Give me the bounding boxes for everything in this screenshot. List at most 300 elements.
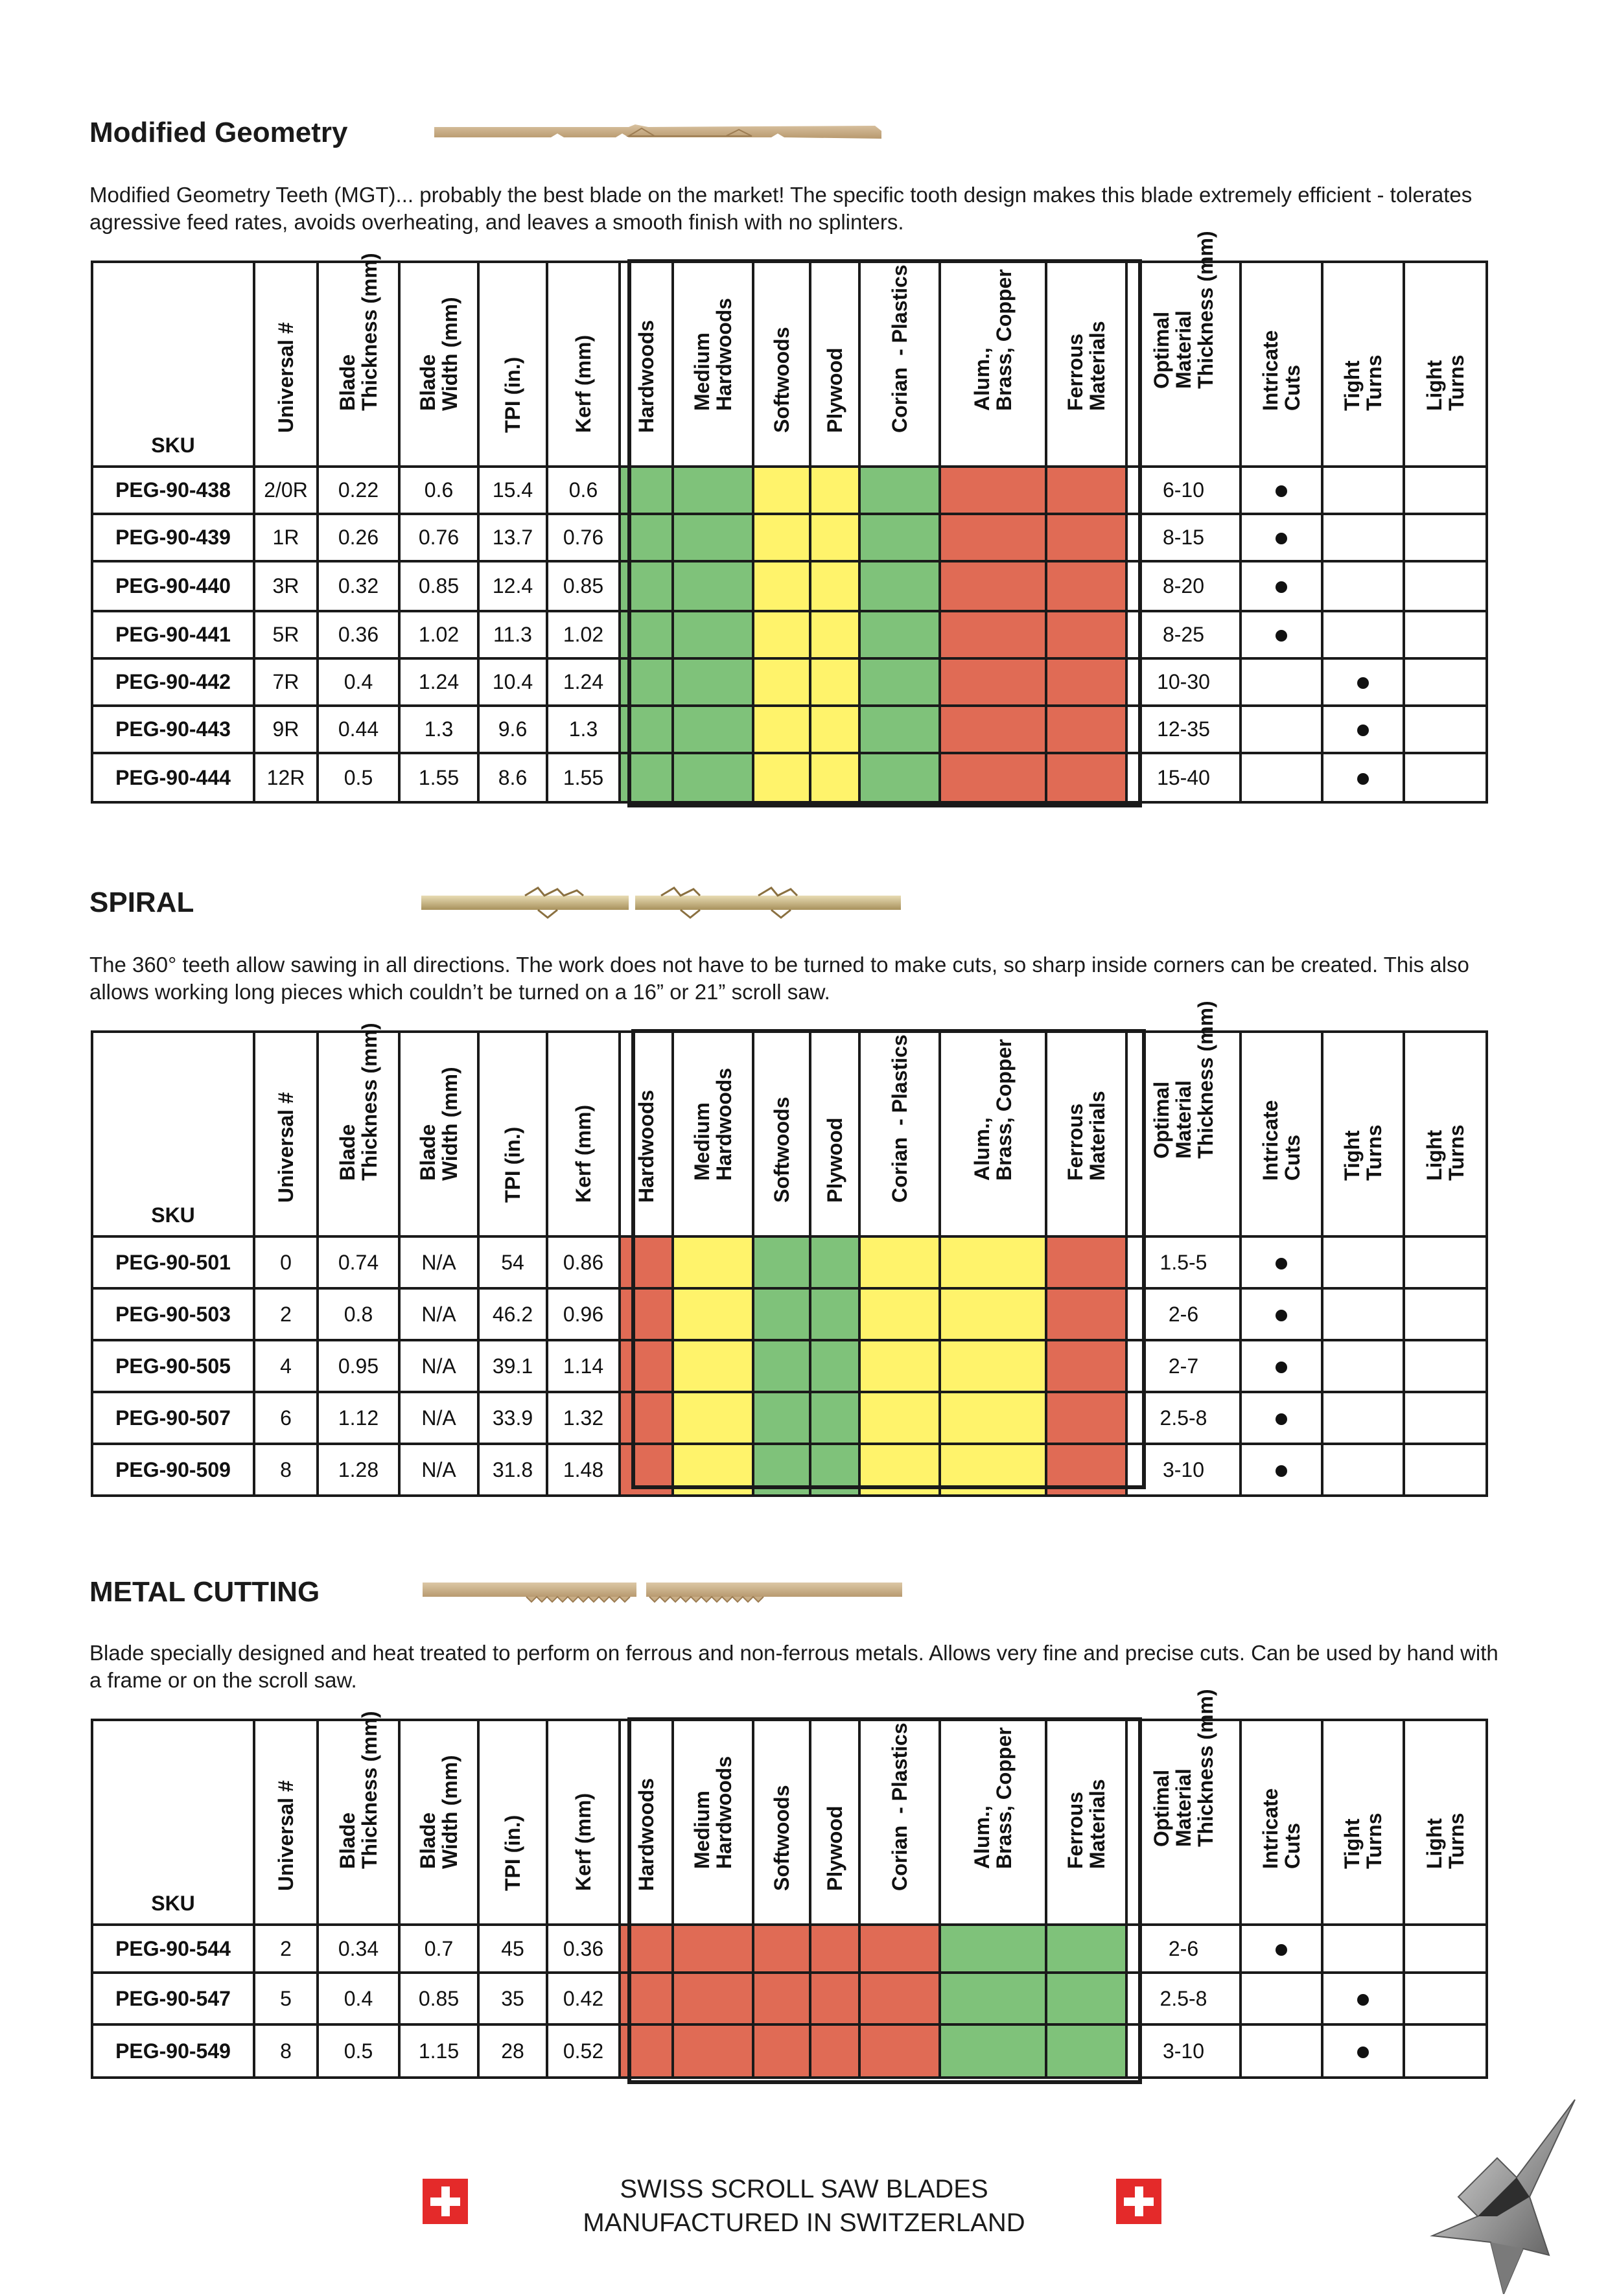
material-suitability-alum-brass-copper <box>940 1288 1046 1340</box>
column-header-tight <box>1322 262 1404 467</box>
cell-blade-thickness: 0.22 <box>318 467 399 514</box>
cell-sku: PEG-90-549 <box>92 2024 254 2078</box>
cell-intricate <box>1241 514 1322 561</box>
bullet-dot-icon <box>1276 485 1287 497</box>
bullet-dot-icon <box>1276 533 1287 544</box>
material-suitability-ferrous-materials <box>1046 561 1126 611</box>
cell-kerf: 0.6 <box>547 467 620 514</box>
material-suitability-ferrous-materials <box>1046 611 1126 658</box>
column-header-kerf <box>547 1720 620 1925</box>
cell-blade-width: 0.76 <box>399 514 478 561</box>
material-suitability-softwoods <box>753 514 810 561</box>
cell-light <box>1404 1973 1487 2024</box>
cell-tight <box>1322 1444 1404 1496</box>
cell-sku: PEG-90-503 <box>92 1288 254 1340</box>
column-header-label: Kerf (mm) <box>572 334 595 433</box>
material-suitability-corian-plastics <box>859 658 940 706</box>
blade-spec-table <box>91 231 1488 804</box>
cell-tight <box>1322 1236 1404 1288</box>
material-suitability-corian-plastics <box>859 706 940 753</box>
cell-tight <box>1322 467 1404 514</box>
cell-blade-thickness: 1.12 <box>318 1392 399 1444</box>
table-row <box>92 1444 1487 1496</box>
cell-light <box>1404 2024 1487 2078</box>
cell-universal: 1R <box>254 514 318 561</box>
column-header-optimal <box>1126 1001 1241 1236</box>
cell-blade-thickness: 0.36 <box>318 611 399 658</box>
cell-blade-thickness: 0.8 <box>318 1288 399 1340</box>
material-suitability-hardwoods <box>620 1973 673 2024</box>
material-suitability-softwoods <box>753 706 810 753</box>
material-suitability-hardwoods <box>620 2024 673 2078</box>
cell-tight <box>1322 1925 1404 1973</box>
table-row <box>92 1392 1487 1444</box>
cell-optimal-thickness: 2.5-8 <box>1126 1973 1241 2024</box>
material-suitability-corian-plastics <box>859 2024 940 2078</box>
section-title: SPIRAL <box>89 887 194 918</box>
cell-intricate <box>1241 1973 1322 2024</box>
table-row <box>92 1340 1487 1392</box>
cell-intricate <box>1241 1288 1322 1340</box>
cell-light <box>1404 467 1487 514</box>
cell-universal: 4 <box>254 1340 318 1392</box>
table-row <box>92 467 1487 514</box>
cell-intricate <box>1241 1236 1322 1288</box>
cell-kerf: 1.55 <box>547 753 620 802</box>
material-suitability-softwoods <box>753 2024 810 2078</box>
cell-sku: PEG-90-440 <box>92 561 254 611</box>
material-suitability-alum-brass-copper <box>940 1973 1046 2024</box>
column-header-label: Blade Width (mm) <box>416 1755 461 1869</box>
swiss-flag-icon <box>1116 2179 1161 2224</box>
material-suitability-plywood <box>810 561 859 611</box>
material-suitability-corian-plastics <box>859 514 940 561</box>
cell-sku: PEG-90-505 <box>92 1340 254 1392</box>
material-suitability-plywood <box>810 514 859 561</box>
cell-blade-width: 1.15 <box>399 2024 478 2078</box>
column-header-label: Blade Width (mm) <box>416 297 461 411</box>
column-header-label: Kerf (mm) <box>572 1792 595 1891</box>
column-header-corian <box>859 262 940 467</box>
cell-blade-thickness: 0.32 <box>318 561 399 611</box>
cell-kerf: 1.3 <box>547 706 620 753</box>
table-row <box>92 1925 1487 1973</box>
column-header-label: Intricate Cuts <box>1259 1100 1304 1181</box>
column-header-plywood <box>810 1032 859 1236</box>
column-header-corian <box>859 1032 940 1236</box>
table-row <box>92 1973 1487 2024</box>
column-header-label: Plywood <box>823 1117 846 1203</box>
column-header-kerf <box>547 1032 620 1236</box>
cell-blade-width: 0.7 <box>399 1925 478 1973</box>
footer-line-1: SWISS SCROLL SAW BLADES <box>620 2175 988 2203</box>
column-header-label: Hardwoods <box>635 1089 658 1203</box>
material-suitability-softwoods <box>753 658 810 706</box>
material-suitability-alum-brass-copper <box>940 706 1046 753</box>
cell-light <box>1404 1444 1487 1496</box>
bullet-dot-icon <box>1276 1413 1287 1425</box>
cell-universal: 2 <box>254 1288 318 1340</box>
material-suitability-plywood <box>810 1288 859 1340</box>
column-header-label: Tight Turns <box>1340 1813 1386 1869</box>
cell-sku: PEG-90-547 <box>92 1973 254 2024</box>
material-suitability-medium-hardwoods <box>673 1236 753 1288</box>
material-suitability-ferrous-materials <box>1046 1236 1126 1288</box>
cell-kerf: 1.24 <box>547 658 620 706</box>
blade-image-spiral <box>421 887 901 919</box>
column-header-softwoods <box>753 1720 810 1925</box>
cell-sku: PEG-90-442 <box>92 658 254 706</box>
material-suitability-plywood <box>810 706 859 753</box>
material-suitability-medium-hardwoods <box>673 1392 753 1444</box>
cell-blade-width: 0.85 <box>399 561 478 611</box>
material-suitability-corian-plastics <box>859 467 940 514</box>
material-suitability-corian-plastics <box>859 1925 940 1973</box>
material-suitability-hardwoods <box>620 658 673 706</box>
column-header-label: Universal # <box>274 1092 297 1203</box>
cell-kerf: 0.96 <box>547 1288 620 1340</box>
header-row <box>92 262 1487 467</box>
material-suitability-ferrous-materials <box>1046 1288 1126 1340</box>
column-header-tpi <box>478 262 547 467</box>
material-suitability-softwoods <box>753 467 810 514</box>
column-header-label: Light Turns <box>1423 354 1468 411</box>
cell-sku: PEG-90-507 <box>92 1392 254 1444</box>
column-header-plywood <box>810 262 859 467</box>
material-suitability-hardwoods <box>620 753 673 802</box>
cell-tpi: 54 <box>478 1236 547 1288</box>
column-header-plywood <box>810 1720 859 1925</box>
cell-blade-thickness: 0.44 <box>318 706 399 753</box>
bullet-dot-icon <box>1276 630 1287 642</box>
column-header-label: Medium Hardwoods <box>690 297 736 411</box>
material-suitability-softwoods <box>753 1973 810 2024</box>
cell-blade-width: N/A <box>399 1288 478 1340</box>
table-row <box>92 611 1487 658</box>
cell-universal: 2/0R <box>254 467 318 514</box>
column-header-alum <box>940 1032 1046 1236</box>
material-suitability-alum-brass-copper <box>940 1340 1046 1392</box>
material-suitability-plywood <box>810 1236 859 1288</box>
blade-spec-table <box>91 1689 1488 2079</box>
section-description: Modified Geometry Teeth (MGT)... probably the best blade on the market! The specific tooth design makes this blade extremely efficient - tolerates agressive feed rates, avoids overheating, and leaves a smooth finish with no splinters. <box>89 183 1473 234</box>
bullet-dot-icon <box>1276 1944 1287 1956</box>
cell-intricate <box>1241 611 1322 658</box>
bullet-dot-icon <box>1276 1465 1287 1477</box>
cell-light <box>1404 706 1487 753</box>
material-suitability-ferrous-materials <box>1046 2024 1126 2078</box>
material-suitability-softwoods <box>753 611 810 658</box>
cell-blade-thickness: 0.34 <box>318 1925 399 1973</box>
column-header-tight <box>1322 1032 1404 1236</box>
column-header-label: Tight Turns <box>1340 354 1386 411</box>
cell-universal: 3R <box>254 561 318 611</box>
cell-tpi: 46.2 <box>478 1288 547 1340</box>
cell-universal: 12R <box>254 753 318 802</box>
material-suitability-ferrous-materials <box>1046 467 1126 514</box>
cell-intricate <box>1241 753 1322 802</box>
cell-optimal-thickness: 15-40 <box>1126 753 1241 802</box>
cell-optimal-thickness: 8-20 <box>1126 561 1241 611</box>
section-title: METAL CUTTING <box>89 1576 320 1608</box>
material-suitability-plywood <box>810 1392 859 1444</box>
cell-light <box>1404 1925 1487 1973</box>
column-header-ferrous <box>1046 1032 1126 1236</box>
material-suitability-hardwoods <box>620 561 673 611</box>
header-row <box>92 1720 1487 1925</box>
cell-universal: 9R <box>254 706 318 753</box>
material-suitability-hardwoods <box>620 1444 673 1496</box>
column-header-alum <box>940 1720 1046 1925</box>
header-row <box>92 1032 1487 1236</box>
cell-tpi: 45 <box>478 1925 547 1973</box>
material-suitability-softwoods <box>753 561 810 611</box>
table-row <box>92 1288 1487 1340</box>
cell-light <box>1404 1236 1487 1288</box>
material-suitability-corian-plastics <box>859 1444 940 1496</box>
bullet-dot-icon <box>1276 1258 1287 1270</box>
material-suitability-hardwoods <box>620 1925 673 1973</box>
material-suitability-alum-brass-copper <box>940 658 1046 706</box>
section-description: The 360° teeth allow sawing in all directions. The work does not have to be turned to make cuts, so sharp inside corners can be created. This also allows working long pieces which couldn’t be turned on a 16” or 21” scroll saw. <box>89 953 1469 1004</box>
cell-intricate <box>1241 2024 1322 2078</box>
cell-tpi: 8.6 <box>478 753 547 802</box>
column-header-blade-width <box>399 262 478 467</box>
material-suitability-corian-plastics <box>859 1236 940 1288</box>
cell-blade-width: N/A <box>399 1392 478 1444</box>
column-header-label: Optimal Material Thickness (mm) <box>1150 231 1217 389</box>
cell-kerf: 0.86 <box>547 1236 620 1288</box>
cell-intricate <box>1241 1444 1322 1496</box>
column-header-intricate <box>1241 1720 1322 1925</box>
table-row <box>92 753 1487 802</box>
column-header-optimal <box>1126 1689 1241 1925</box>
cell-sku: PEG-90-501 <box>92 1236 254 1288</box>
column-header-hardwoods <box>620 262 673 467</box>
column-header-label: Optimal Material Thickness (mm) <box>1150 1001 1217 1159</box>
column-header-universal <box>254 1032 318 1236</box>
material-suitability-ferrous-materials <box>1046 1973 1126 2024</box>
cell-optimal-thickness: 8-15 <box>1126 514 1241 561</box>
column-header-softwoods <box>753 262 810 467</box>
column-header-label: Kerf (mm) <box>572 1104 595 1203</box>
material-suitability-medium-hardwoods <box>673 514 753 561</box>
cell-blade-thickness: 0.74 <box>318 1236 399 1288</box>
cell-tpi: 10.4 <box>478 658 547 706</box>
cell-tpi: 35 <box>478 1973 547 2024</box>
cell-optimal-thickness: 3-10 <box>1126 2024 1241 2078</box>
material-suitability-medium-hardwoods <box>673 1288 753 1340</box>
cell-optimal-thickness: 10-30 <box>1126 658 1241 706</box>
material-suitability-ferrous-materials <box>1046 1925 1126 1973</box>
material-suitability-alum-brass-copper <box>940 2024 1046 2078</box>
material-suitability-ferrous-materials <box>1046 1392 1126 1444</box>
cell-tight <box>1322 561 1404 611</box>
cell-blade-thickness: 0.5 <box>318 753 399 802</box>
cell-tight <box>1322 1392 1404 1444</box>
column-header-softwoods <box>753 1032 810 1236</box>
cell-tpi: 31.8 <box>478 1444 547 1496</box>
material-suitability-medium-hardwoods <box>673 561 753 611</box>
cell-kerf: 1.48 <box>547 1444 620 1496</box>
material-suitability-plywood <box>810 658 859 706</box>
material-suitability-alum-brass-copper <box>940 753 1046 802</box>
material-suitability-plywood <box>810 467 859 514</box>
cell-tight <box>1322 706 1404 753</box>
cell-optimal-thickness: 2-6 <box>1126 1288 1241 1340</box>
blade-spec-table <box>91 1001 1488 1497</box>
column-header-label: TPI (in.) <box>501 356 524 433</box>
cell-blade-width: 0.85 <box>399 1973 478 2024</box>
cell-blade-width: N/A <box>399 1444 478 1496</box>
column-header-tpi <box>478 1720 547 1925</box>
cell-intricate <box>1241 1925 1322 1973</box>
cell-blade-width: N/A <box>399 1340 478 1392</box>
column-header-tpi <box>478 1032 547 1236</box>
cell-kerf: 1.14 <box>547 1340 620 1392</box>
cell-blade-width: 1.24 <box>399 658 478 706</box>
cell-blade-width: 1.02 <box>399 611 478 658</box>
material-suitability-ferrous-materials <box>1046 514 1126 561</box>
table-row <box>92 706 1487 753</box>
cell-tight <box>1322 1288 1404 1340</box>
cell-light <box>1404 1288 1487 1340</box>
table-row <box>92 514 1487 561</box>
cell-optimal-thickness: 2-7 <box>1126 1340 1241 1392</box>
column-header-blade-thickness <box>318 253 399 467</box>
cell-sku: PEG-90-544 <box>92 1925 254 1973</box>
column-header-label: Tight Turns <box>1340 1124 1386 1181</box>
cell-sku: PEG-90-509 <box>92 1444 254 1496</box>
column-header-label: Ferrous Materials <box>1064 1091 1109 1181</box>
material-suitability-medium-hardwoods <box>673 2024 753 2078</box>
column-header-label: Universal # <box>274 1780 297 1891</box>
cell-optimal-thickness: 12-35 <box>1126 706 1241 753</box>
blade-image-metal <box>423 1580 902 1606</box>
material-suitability-softwoods <box>753 753 810 802</box>
material-suitability-corian-plastics <box>859 611 940 658</box>
column-header-label: Softwoods <box>770 1785 793 1891</box>
cell-tight <box>1322 611 1404 658</box>
column-header-label: TPI (in.) <box>501 1126 524 1203</box>
cell-blade-width: 1.3 <box>399 706 478 753</box>
material-suitability-hardwoods <box>620 1340 673 1392</box>
column-header-label: Corian - Plastics <box>888 264 911 433</box>
cell-sku: PEG-90-443 <box>92 706 254 753</box>
cell-blade-width: 0.6 <box>399 467 478 514</box>
material-suitability-alum-brass-copper <box>940 467 1046 514</box>
material-suitability-ferrous-materials <box>1046 1444 1126 1496</box>
column-header-intricate <box>1241 1032 1322 1236</box>
material-suitability-medium-hardwoods <box>673 658 753 706</box>
cell-sku: PEG-90-444 <box>92 753 254 802</box>
cell-optimal-thickness: 8-25 <box>1126 611 1241 658</box>
cell-intricate <box>1241 561 1322 611</box>
column-header-label: Blade Thickness (mm) <box>336 253 381 411</box>
bullet-dot-icon <box>1357 1994 1369 2006</box>
material-suitability-alum-brass-copper <box>940 514 1046 561</box>
column-header-label: Ferrous Materials <box>1064 321 1109 411</box>
cell-sku: PEG-90-441 <box>92 611 254 658</box>
cell-intricate <box>1241 1392 1322 1444</box>
material-suitability-hardwoods <box>620 1288 673 1340</box>
cell-tpi: 13.7 <box>478 514 547 561</box>
cell-optimal-thickness: 3-10 <box>1126 1444 1241 1496</box>
cell-tpi: 9.6 <box>478 706 547 753</box>
material-suitability-ferrous-materials <box>1046 1340 1126 1392</box>
section-description: Blade specially designed and heat treated to perform on ferrous and non-ferrous metals. Allows very fine and precise cuts. Can be used by hand with a frame or on the scroll saw. <box>89 1641 1498 1692</box>
bullet-dot-icon <box>1357 773 1369 785</box>
material-suitability-alum-brass-copper <box>940 611 1046 658</box>
material-suitability-softwoods <box>753 1925 810 1973</box>
cell-kerf: 0.42 <box>547 1973 620 2024</box>
cell-universal: 0 <box>254 1236 318 1288</box>
material-suitability-alum-brass-copper <box>940 561 1046 611</box>
cell-universal: 6 <box>254 1392 318 1444</box>
column-header-medium-hardwoods <box>673 1720 753 1925</box>
cell-tight <box>1322 1973 1404 2024</box>
material-suitability-medium-hardwoods <box>673 1925 753 1973</box>
material-suitability-corian-plastics <box>859 1392 940 1444</box>
table-row <box>92 561 1487 611</box>
material-suitability-alum-brass-copper <box>940 1444 1046 1496</box>
material-suitability-plywood <box>810 2024 859 2078</box>
material-suitability-medium-hardwoods <box>673 611 753 658</box>
cell-blade-thickness: 0.4 <box>318 1973 399 2024</box>
cell-blade-thickness: 0.4 <box>318 658 399 706</box>
bullet-dot-icon <box>1276 1310 1287 1321</box>
cell-intricate <box>1241 706 1322 753</box>
cell-tpi: 15.4 <box>478 467 547 514</box>
cell-optimal-thickness: 2-6 <box>1126 1925 1241 1973</box>
column-header-hardwoods <box>620 1720 673 1925</box>
column-header-blade-width <box>399 1032 478 1236</box>
cell-tpi: 33.9 <box>478 1392 547 1444</box>
column-header-label: Plywood <box>823 1805 846 1891</box>
material-suitability-alum-brass-copper <box>940 1236 1046 1288</box>
material-suitability-corian-plastics <box>859 1973 940 2024</box>
cell-tpi: 28 <box>478 2024 547 2078</box>
column-header-label: Optimal Material Thickness (mm) <box>1150 1689 1217 1847</box>
cell-light <box>1404 658 1487 706</box>
column-header-medium-hardwoods <box>673 1032 753 1236</box>
section-title: Modified Geometry <box>89 117 348 148</box>
cell-kerf: 1.02 <box>547 611 620 658</box>
material-suitability-ferrous-materials <box>1046 658 1126 706</box>
column-header-light <box>1404 262 1487 467</box>
column-header-label: Blade Thickness (mm) <box>336 1711 381 1869</box>
column-header-blade-thickness <box>318 1711 399 1925</box>
material-suitability-corian-plastics <box>859 1340 940 1392</box>
bullet-dot-icon <box>1276 581 1287 593</box>
cell-tight <box>1322 658 1404 706</box>
cell-kerf: 0.52 <box>547 2024 620 2078</box>
column-header-sku: SKU <box>92 1720 254 1925</box>
material-suitability-medium-hardwoods <box>673 1973 753 2024</box>
column-header-blade-thickness <box>318 1023 399 1236</box>
column-header-light <box>1404 1032 1487 1236</box>
bullet-dot-icon <box>1357 725 1369 736</box>
column-header-label: Softwoods <box>770 327 793 433</box>
column-header-label: Light Turns <box>1423 1124 1468 1181</box>
column-header-ferrous <box>1046 1720 1126 1925</box>
cell-sku: PEG-90-438 <box>92 467 254 514</box>
column-header-label: Blade Width (mm) <box>416 1067 461 1181</box>
material-suitability-medium-hardwoods <box>673 706 753 753</box>
cell-light <box>1404 1392 1487 1444</box>
cell-kerf: 0.76 <box>547 514 620 561</box>
cell-universal: 7R <box>254 658 318 706</box>
